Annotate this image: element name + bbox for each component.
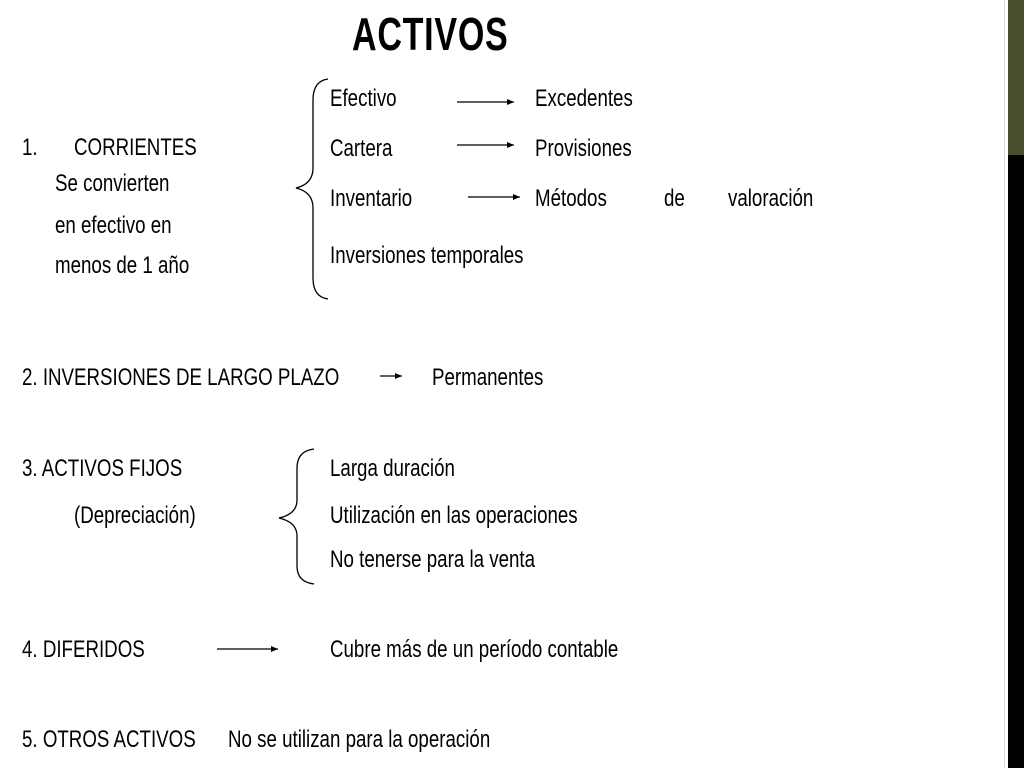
corrientes-item-left: Inventario xyxy=(330,185,413,212)
section-3-subheading: (Depreciación) xyxy=(74,502,196,529)
section-1-description-line: Se convierten xyxy=(55,170,170,197)
section-2-heading: 2. INVERSIONES DE LARGO PLAZO xyxy=(22,364,340,391)
section-3-heading: 3. ACTIVOS FIJOS xyxy=(22,455,183,482)
section-2-result: Permanentes xyxy=(432,364,544,391)
section-4-result: Cubre más de un período contable xyxy=(330,636,619,663)
activos-fijos-item: Utilización en las operaciones xyxy=(330,502,578,529)
corrientes-item-left: Efectivo xyxy=(330,85,397,112)
section-1-description-line: en efectivo en xyxy=(55,212,172,239)
corrientes-item-right-word: de xyxy=(664,185,685,212)
curly-brace-activos-fijos xyxy=(279,449,314,584)
activos-fijos-item: No tenerse para la venta xyxy=(330,546,536,573)
corrientes-item-right-word: Métodos xyxy=(535,185,607,212)
corrientes-item-right-word: valoración xyxy=(728,185,814,212)
corrientes-item-left: Cartera xyxy=(330,135,393,162)
corrientes-item-right: Provisiones xyxy=(535,135,632,162)
section-4-heading: 4. DIFERIDOS xyxy=(22,636,145,663)
section-1-heading: CORRIENTES xyxy=(74,134,197,161)
activos-fijos-item: Larga duración xyxy=(330,455,455,482)
slide-title: ACTIVOS xyxy=(352,8,509,60)
corrientes-item-right: Excedentes xyxy=(535,85,633,112)
section-1-number: 1. xyxy=(22,134,38,161)
section-5-heading: 5. OTROS ACTIVOS xyxy=(22,726,196,753)
section-5-result: No se utilizan para la operación xyxy=(228,726,491,753)
corrientes-item-left: Inversiones temporales xyxy=(330,242,524,269)
curly-brace-corrientes xyxy=(296,79,328,299)
section-1-description-line: menos de 1 año xyxy=(55,252,190,279)
